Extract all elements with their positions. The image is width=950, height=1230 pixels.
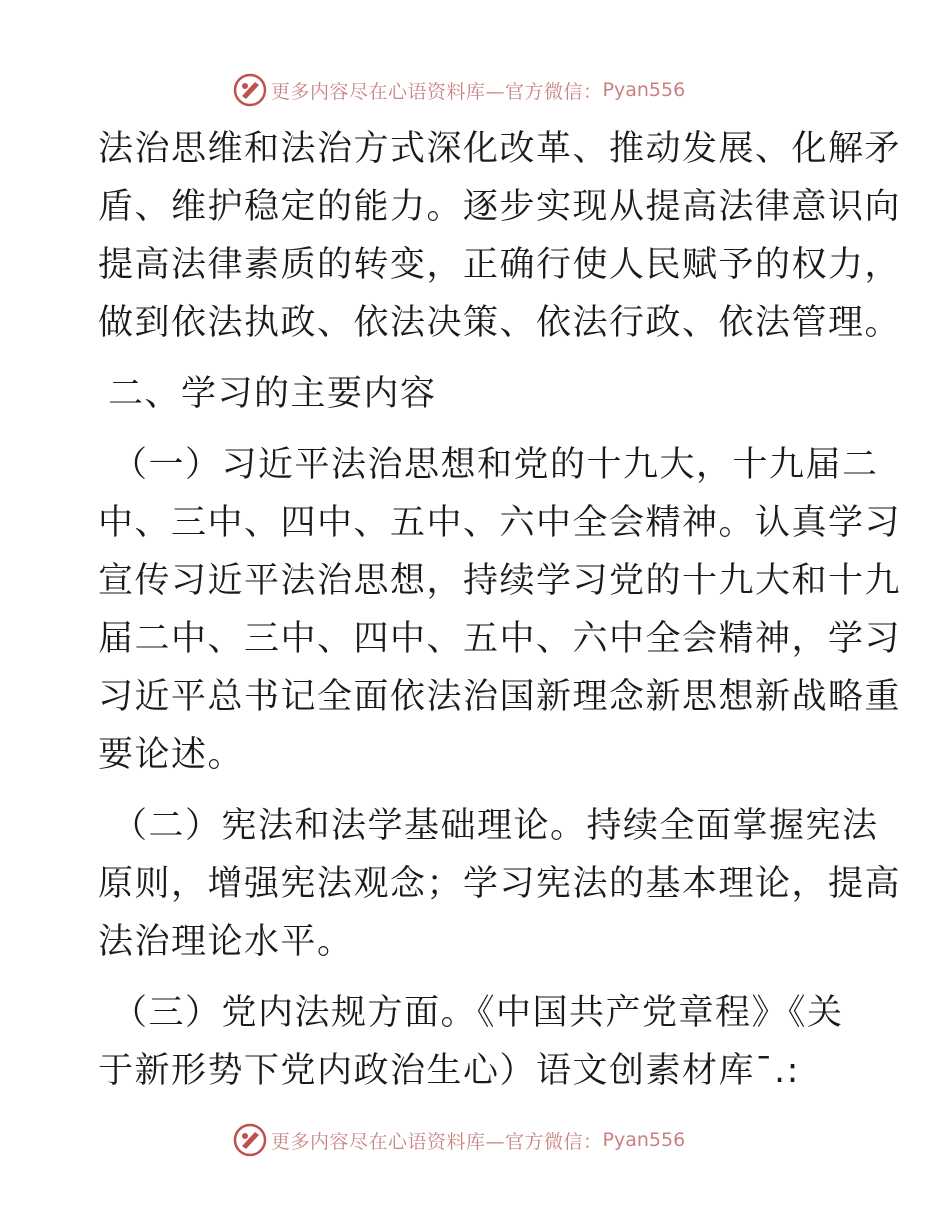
document-body <box>98 120 902 1100</box>
footer-watermark <box>233 1122 685 1158</box>
paragraph-first-line: （三）党内法规方面。《中国共产党章程》《关 <box>112 993 844 1033</box>
text-line: 于新形势下党内政治生心）语文创素材库¯.: <box>98 1051 800 1091</box>
section-heading: 二、学习的主要内容 <box>108 374 437 414</box>
text-line: 法治思维和法治方式深化改革、推动发展、化解矛 <box>98 129 902 169</box>
watermark-wechat-id: Pyan556 <box>602 1129 686 1151</box>
text-line: 要论述。 <box>98 735 245 775</box>
text-line: 届二中、三中、四中、五中、六中全会精神，学习 <box>98 619 902 659</box>
watermark-wechat-id: Pyan556 <box>602 79 686 101</box>
brand-logo-icon <box>233 73 267 107</box>
text-line: 原则，增强宪法观念；学习宪法的基本理论，提高 <box>98 864 902 904</box>
header-watermark <box>233 72 685 108</box>
text-line: 中、三中、四中、五中、六中全会精神。认真学习 <box>98 503 902 543</box>
text-line: 提高法律素质的转变，正确行使人民赋予的权力， <box>98 245 902 285</box>
text-line: 宣传习近平法治思想，持续学习党的十九大和十九 <box>98 561 902 601</box>
text-line: 盾、维护稳定的能力。逐步实现从提高法律意识向 <box>98 187 902 227</box>
paragraph-first-line: （一）习近平法治思想和党的十九大，十九届二 <box>112 445 879 485</box>
watermark-text: 更多内容尽在心语资料库—官方微信： <box>271 80 603 103</box>
brand-logo-icon <box>233 1123 267 1157</box>
text-line: 做到依法执政、依法决策、依法行政、依法管理。 <box>98 303 902 343</box>
text-line: 法治理论水平。 <box>98 922 354 962</box>
watermark-text: 更多内容尽在心语资料库—官方微信： <box>271 1130 603 1153</box>
text-line: 习近平总书记全面依法治国新理念新思想新战略重 <box>98 677 902 717</box>
paragraph-first-line: （二）宪法和法学基础理论。持续全面掌握宪法 <box>112 806 879 846</box>
